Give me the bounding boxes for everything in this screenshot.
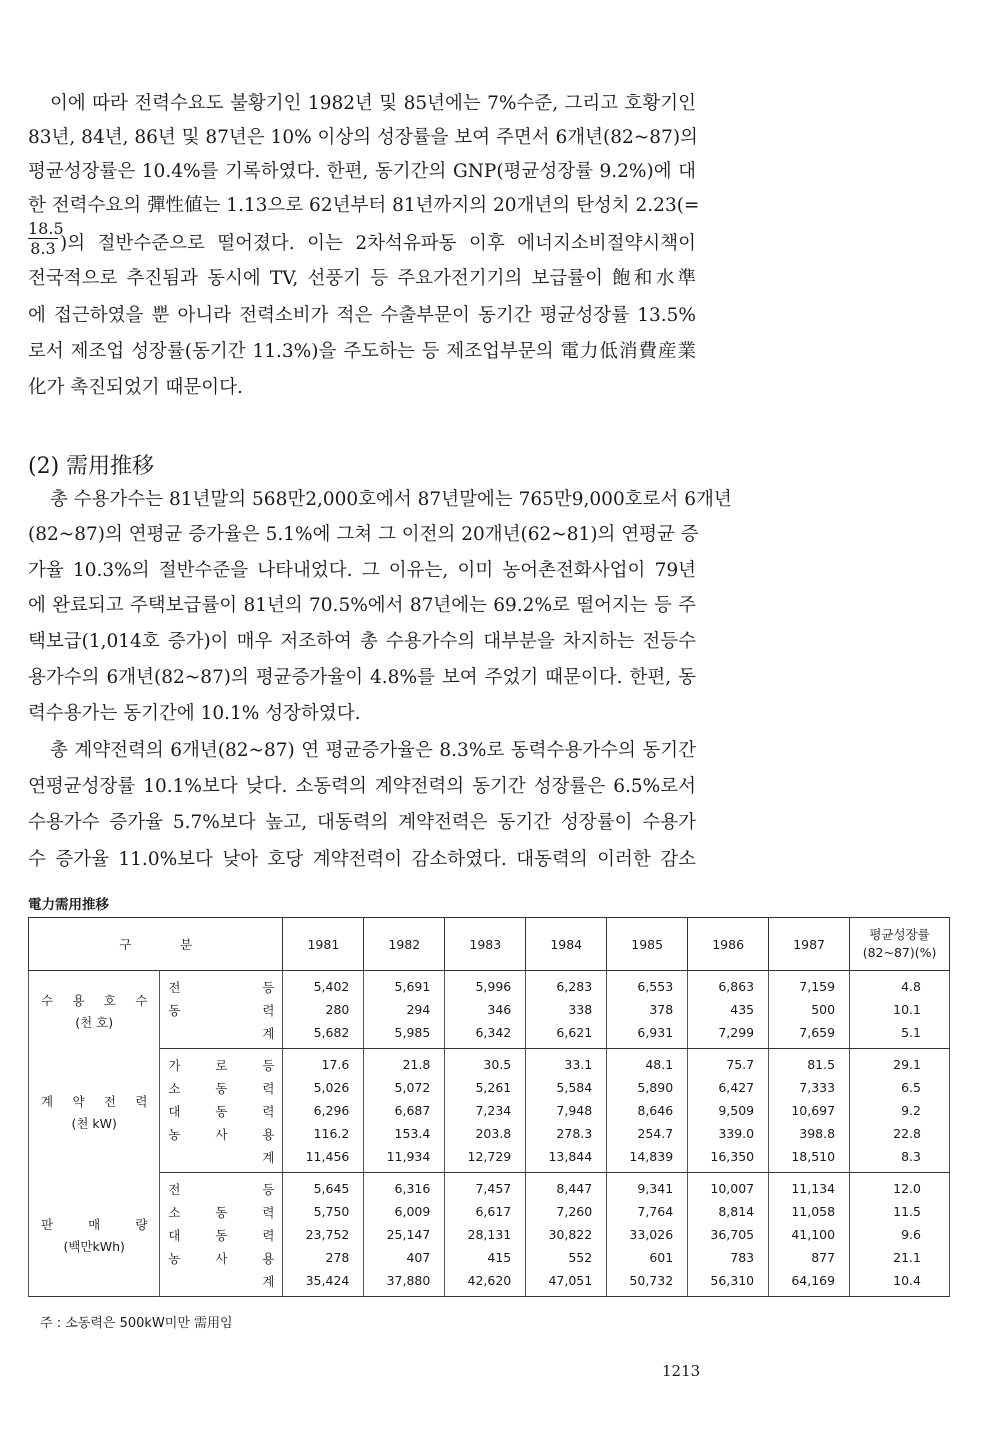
table-cell: 7,333	[769, 1076, 850, 1099]
table-cell: 278	[283, 1246, 364, 1269]
table-cell: 41,100	[769, 1223, 850, 1246]
table-cell: 5,402	[283, 971, 364, 999]
group-unit: (천 호)	[75, 1014, 114, 1030]
table-row	[29, 1099, 950, 1122]
table-cell: 5,682	[283, 1021, 364, 1049]
table-body	[29, 971, 950, 1297]
table-cell: 8,646	[607, 1099, 688, 1122]
body-line: 전국적으로 추진됨과 동시에 TV, 선풍기 등 주요가전기기의 보급률이 飽和水準	[28, 268, 696, 289]
table-cell: 64,169	[769, 1269, 850, 1297]
body-line: 택보급(1,014호 증가)이 매우 저조하여 총 수용가수의 대부분을 차지하는 전등수	[28, 631, 696, 652]
group-name-char: 약	[72, 1093, 85, 1109]
table-cell: 28,131	[445, 1223, 526, 1246]
table-cell: 35,424	[283, 1269, 364, 1297]
table-cell: 36,705	[688, 1223, 769, 1246]
table-cell: 6,687	[364, 1099, 445, 1122]
table-cell: 6,009	[364, 1200, 445, 1223]
row-item	[160, 1269, 283, 1297]
table-row	[29, 1021, 950, 1049]
body-line: 용가수의 6개년(82~87)의 평균증가율이 4.8%를 보여 주었기 때문이다. 한편, 동	[28, 667, 696, 688]
table-cell: 12,729	[445, 1145, 526, 1173]
header-year: 1984	[526, 918, 607, 971]
table-cell: 294	[364, 998, 445, 1021]
table-cell: 7,159	[769, 971, 850, 999]
group-unit: (백만kWh)	[63, 1239, 125, 1255]
body-line: 에 접근하였을 뿐 아니라 전력소비가 적은 수출부문이 동기간 평균성장률 13.5%	[28, 305, 696, 326]
table-cell: 435	[688, 998, 769, 1021]
table-cell-avg: 9.6	[850, 1223, 950, 1246]
table-cell: 75.7	[688, 1049, 769, 1077]
table-cell: 338	[526, 998, 607, 1021]
row-item-char: 력	[262, 1103, 275, 1119]
body-line: )의 절반수준으로 떨어졌다. 이는 2차석유파동 이후 에너지소비절약시책이	[60, 233, 696, 254]
table-cell: 25,147	[364, 1223, 445, 1246]
row-item-char: 동	[215, 1103, 228, 1119]
header-year: 1983	[445, 918, 526, 971]
table-cell: 30,822	[526, 1223, 607, 1246]
header-avg-line1: 평균성장률	[869, 927, 930, 942]
header-year: 1987	[769, 918, 850, 971]
header-category	[29, 918, 283, 971]
table-cell: 8,814	[688, 1200, 769, 1223]
body-line: 에 완료되고 주택보급률이 81년의 70.5%에서 87년에는 69.2%로 떨어지는 등 주	[28, 595, 696, 616]
row-item-char: 용	[262, 1250, 275, 1266]
table-cell: 7,234	[445, 1099, 526, 1122]
table-cell-avg: 9.2	[850, 1099, 950, 1122]
table-cell: 11,934	[364, 1145, 445, 1173]
body-line: 가율 10.3%의 절반수준을 나타내었다. 그 이유는, 이미 농어촌전화사업이 79년	[28, 560, 696, 581]
body-line: 총 수용가수는 81년말의 568만2,000호에서 87년말에는 765만9,000호로서 6개년	[50, 489, 732, 510]
body-line: 이에 따라 전력수요도 불황기인 1982년 및 85년에는 7%수준, 그리고 호황기인	[50, 93, 696, 114]
table-row	[29, 1246, 950, 1269]
table-cell: 378	[607, 998, 688, 1021]
table-row	[29, 1049, 950, 1077]
row-item-char: 동	[215, 1227, 228, 1243]
row-item-char: 력	[262, 1227, 275, 1243]
table-cell: 7,764	[607, 1200, 688, 1223]
table-cell: 278.3	[526, 1122, 607, 1145]
row-item-char: 계	[262, 1025, 275, 1041]
group-name-char: 수	[135, 992, 148, 1008]
table-cell: 21.8	[364, 1049, 445, 1077]
table-cell-avg: 4.8	[850, 971, 950, 999]
fraction-denominator: 8.3	[30, 239, 56, 258]
table-cell: 500	[769, 998, 850, 1021]
table-cell: 5,985	[364, 1021, 445, 1049]
table-cell-avg: 21.1	[850, 1246, 950, 1269]
body-line: 수용가수 증가율 5.7%보다 높고, 대동력의 계약전력은 동기간 성장률이 수용가	[28, 812, 696, 833]
table-cell: 37,880	[364, 1269, 445, 1297]
table-cell: 6,931	[607, 1021, 688, 1049]
table-row	[29, 998, 950, 1021]
row-item-char: 전	[168, 979, 181, 995]
row-item	[160, 1099, 283, 1122]
fraction	[28, 219, 64, 258]
table-row	[29, 1269, 950, 1297]
body-line: 化가 촉진되었기 때문이다.	[28, 377, 243, 398]
table-cell: 407	[364, 1246, 445, 1269]
table-cell: 7,299	[688, 1021, 769, 1049]
table-cell: 5,261	[445, 1076, 526, 1099]
table-row	[29, 1173, 950, 1201]
row-item-char: 가	[168, 1057, 181, 1073]
table-cell: 415	[445, 1246, 526, 1269]
table-cell-avg: 11.5	[850, 1200, 950, 1223]
table-header-row	[29, 918, 950, 971]
table-row	[29, 1122, 950, 1145]
table-cell-avg: 10.1	[850, 998, 950, 1021]
group-name-char: 매	[88, 1217, 101, 1233]
body-line: 로서 제조업 성장률(동기간 11.3%)을 주도하는 등 제조업부문의 電力低消費産業	[28, 341, 696, 362]
table-cell: 398.8	[769, 1122, 850, 1145]
body-line: 수 증가율 11.0%보다 낮아 호당 계약전력이 감소하였다. 대동력의 이러한 감소	[28, 849, 696, 870]
header-year: 1982	[364, 918, 445, 971]
table-cell: 42,620	[445, 1269, 526, 1297]
group-name-char: 전	[103, 1093, 116, 1109]
row-item-char: 계	[262, 1149, 275, 1165]
row-item	[160, 1122, 283, 1145]
table-cell: 13,844	[526, 1145, 607, 1173]
row-item-char: 동	[215, 1204, 228, 1220]
row-item	[160, 1173, 283, 1201]
table-cell: 5,996	[445, 971, 526, 999]
table-cell: 5,584	[526, 1076, 607, 1099]
table-cell-avg: 5.1	[850, 1021, 950, 1049]
row-item-char: 등	[262, 1181, 275, 1197]
table-cell: 6,296	[283, 1099, 364, 1122]
table-cell: 552	[526, 1246, 607, 1269]
table-cell: 47,051	[526, 1269, 607, 1297]
table-cell-avg: 10.4	[850, 1269, 950, 1297]
header-category-char: 구	[119, 937, 132, 952]
table-cell: 81.5	[769, 1049, 850, 1077]
group-name	[35, 990, 153, 1012]
group-label	[29, 1173, 160, 1297]
table-cell: 6,283	[526, 971, 607, 999]
row-item-char: 농	[168, 1250, 181, 1266]
group-name-char: 호	[103, 992, 116, 1008]
row-item-char: 동	[168, 1002, 181, 1018]
table-cell: 14,839	[607, 1145, 688, 1173]
table-cell: 18,510	[769, 1145, 850, 1173]
row-item	[160, 998, 283, 1021]
header-year: 1981	[283, 918, 364, 971]
table-note: 주 : 소동력은 500kW미만 需用임	[40, 1316, 233, 1331]
group-label	[29, 971, 160, 1049]
row-item	[160, 1145, 283, 1173]
table-cell: 11,134	[769, 1173, 850, 1201]
group-label	[29, 1049, 160, 1173]
row-item-char: 사	[215, 1126, 228, 1142]
table-cell: 9,509	[688, 1099, 769, 1122]
row-item-char: 소	[168, 1204, 181, 1220]
table-cell: 7,457	[445, 1173, 526, 1201]
table-cell: 6,316	[364, 1173, 445, 1201]
table-cell: 783	[688, 1246, 769, 1269]
row-item-char: 계	[262, 1273, 275, 1289]
table-cell: 6,617	[445, 1200, 526, 1223]
group-name	[35, 1214, 153, 1236]
row-item	[160, 1246, 283, 1269]
group-name-char: 량	[135, 1217, 148, 1233]
table-cell: 5,691	[364, 971, 445, 999]
table-cell: 6,621	[526, 1021, 607, 1049]
row-item-char: 용	[262, 1126, 275, 1142]
table-cell-avg: 6.5	[850, 1076, 950, 1099]
table-cell: 153.4	[364, 1122, 445, 1145]
table-cell: 30.5	[445, 1049, 526, 1077]
table-cell-avg: 29.1	[850, 1049, 950, 1077]
body-line: 한 전력수요의 彈性値는 1.13으로 62년부터 81년까지의 20개년의 탄성치 2.23(=	[28, 195, 700, 216]
table-cell: 5,645	[283, 1173, 364, 1201]
table-row	[29, 1076, 950, 1099]
row-item-char: 대	[168, 1227, 181, 1243]
row-item-char: 력	[262, 1204, 275, 1220]
header-avg-line2: (82~87)(%)	[862, 945, 937, 960]
row-item	[160, 1076, 283, 1099]
table-cell: 7,659	[769, 1021, 850, 1049]
row-item-char: 력	[262, 1002, 275, 1018]
table-row	[29, 1145, 950, 1173]
group-name-char: 용	[72, 992, 85, 1008]
row-item	[160, 1200, 283, 1223]
page-number: 1213	[662, 1362, 701, 1380]
table-cell: 6,342	[445, 1021, 526, 1049]
group-name-char: 력	[135, 1093, 148, 1109]
header-category-char: 분	[180, 937, 193, 952]
group-name-char: 판	[41, 1217, 54, 1233]
row-item-char: 대	[168, 1103, 181, 1119]
row-item	[160, 1021, 283, 1049]
table-cell: 8,447	[526, 1173, 607, 1201]
table-cell: 280	[283, 998, 364, 1021]
row-item-char: 소	[168, 1080, 181, 1096]
table-cell: 33.1	[526, 1049, 607, 1077]
row-item	[160, 971, 283, 999]
body-line: 총 계약전력의 6개년(82~87) 연 평균증가율은 8.3%로 동력수용가수의 동기간	[50, 740, 696, 761]
row-item-char: 전	[168, 1181, 181, 1197]
table-cell: 10,697	[769, 1099, 850, 1122]
table-cell: 56,310	[688, 1269, 769, 1297]
table-cell-avg: 8.3	[850, 1145, 950, 1173]
fraction-numerator: 18.5	[28, 219, 64, 238]
row-item-char: 농	[168, 1126, 181, 1142]
row-item-char: 동	[215, 1080, 228, 1096]
table-cell: 16,350	[688, 1145, 769, 1173]
table-cell: 9,341	[607, 1173, 688, 1201]
table-cell: 601	[607, 1246, 688, 1269]
body-line: 83년, 84년, 86년 및 87년은 10% 이상의 성장률을 보여 주면서 6개년(82~87)의	[28, 127, 698, 148]
table-cell: 5,072	[364, 1076, 445, 1099]
table-row	[29, 1223, 950, 1246]
table-cell: 17.6	[283, 1049, 364, 1077]
table-cell: 48.1	[607, 1049, 688, 1077]
body-line: 연평균성장률 10.1%보다 낮다. 소동력의 계약전력의 동기간 성장률은 6.5%로서	[28, 776, 696, 797]
row-item-char: 등	[262, 979, 275, 995]
table-cell: 23,752	[283, 1223, 364, 1246]
row-item	[160, 1049, 283, 1077]
power-demand-table	[28, 917, 950, 1297]
table-cell: 5,890	[607, 1076, 688, 1099]
group-unit: (천 kW)	[71, 1115, 117, 1131]
table-caption: 電力需用推移	[28, 897, 109, 913]
table-cell: 33,026	[607, 1223, 688, 1246]
table-cell: 11,456	[283, 1145, 364, 1173]
body-line: 평균성장률은 10.4%를 기록하였다. 한편, 동기간의 GNP(평균성장률 9.2%)에 대	[28, 161, 696, 182]
row-item-char: 등	[262, 1057, 275, 1073]
table-cell-avg: 22.8	[850, 1122, 950, 1145]
header-avg-growth	[850, 918, 950, 971]
row-item-char: 사	[215, 1250, 228, 1266]
table-row	[29, 1200, 950, 1223]
table-cell: 254.7	[607, 1122, 688, 1145]
table-cell: 6,863	[688, 971, 769, 999]
table-cell: 116.2	[283, 1122, 364, 1145]
header-year: 1985	[607, 918, 688, 971]
group-name	[35, 1091, 153, 1113]
group-name-char: 계	[41, 1093, 54, 1109]
table-cell: 10,007	[688, 1173, 769, 1201]
body-line: 력수용가는 동기간에 10.1% 성장하였다.	[28, 703, 361, 724]
table-cell: 7,260	[526, 1200, 607, 1223]
section-heading: (2) 需用推移	[28, 454, 155, 479]
table-cell: 7,948	[526, 1099, 607, 1122]
group-name-char: 수	[41, 992, 54, 1008]
table-cell: 877	[769, 1246, 850, 1269]
table-cell: 346	[445, 998, 526, 1021]
header-year: 1986	[688, 918, 769, 971]
row-item-char: 력	[262, 1080, 275, 1096]
row-item-char: 로	[215, 1057, 228, 1073]
body-line: (82~87)의 연평균 증가율은 5.1%에 그쳐 그 이전의 20개년(62~81)의 연평균 증	[28, 524, 699, 545]
table-cell-avg: 12.0	[850, 1173, 950, 1201]
table-row	[29, 971, 950, 999]
table-cell: 11,058	[769, 1200, 850, 1223]
table-cell: 5,026	[283, 1076, 364, 1099]
table-cell: 339.0	[688, 1122, 769, 1145]
row-item	[160, 1223, 283, 1246]
table-cell: 6,427	[688, 1076, 769, 1099]
table-cell: 50,732	[607, 1269, 688, 1297]
table-cell: 203.8	[445, 1122, 526, 1145]
table-cell: 5,750	[283, 1200, 364, 1223]
table-cell: 6,553	[607, 971, 688, 999]
